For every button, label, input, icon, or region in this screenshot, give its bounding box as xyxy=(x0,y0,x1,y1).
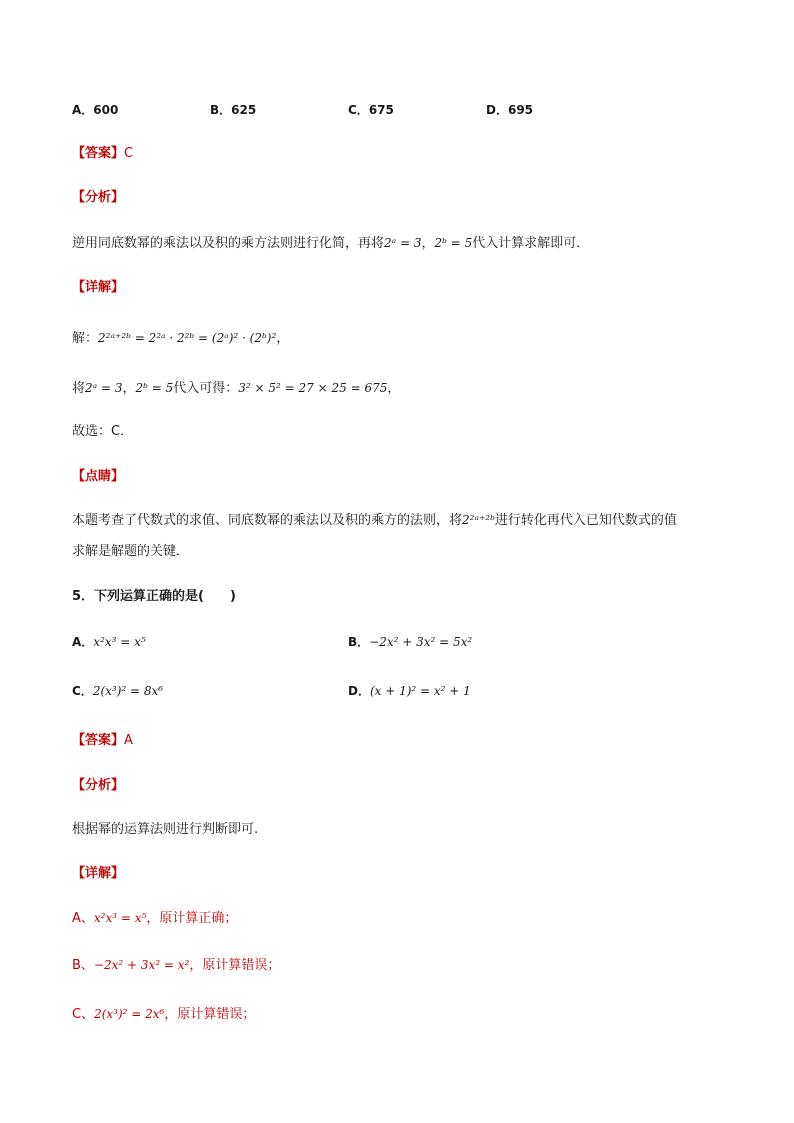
q4-choice: 故选：C． xyxy=(72,424,134,439)
q4-comment-line-1: 本题考查了代数式的求值、同底数幂的乘法以及积的乘方的法则，将2²ᵃ⁺²ᵇ进行转化再代入已知代数式的值 xyxy=(72,513,677,528)
q4-option-d: D．695 xyxy=(486,103,534,117)
q5-detail-label: 【详解】 xyxy=(72,866,125,881)
q4-option-b: B．625 xyxy=(210,103,257,117)
q4-option-c: C．675 xyxy=(348,103,394,117)
q5-answer: 【答案】A xyxy=(72,733,133,748)
q4-comment-line-2: 求解是解题的关键． xyxy=(72,544,190,559)
q5-option-b: B．−2x² + 3x² = 5x² xyxy=(348,635,473,649)
q4-detail-solution: 解：2²ᵃ⁺²ᵇ = 2²ᵃ · 2²ᵇ = (2ᵃ)² · (2ᵇ)²， xyxy=(72,331,290,346)
q5-option-c: C．2(x³)² = 8x⁶ xyxy=(72,684,164,698)
q4-detail-label: 【详解】 xyxy=(72,280,125,295)
q5-title: 5．下列运算正确的是( ) xyxy=(72,589,236,604)
q5-analysis-text: 根据幂的运算法则进行判断即可. xyxy=(72,822,259,837)
q5-analysis-label: 【分析】 xyxy=(72,778,125,793)
q4-substitution: 将2ᵃ = 3，2ᵇ = 5代入可得：3² × 5² = 27 × 25 = 675， xyxy=(72,381,401,396)
q5-detail-c: C、2(x³)² = 2x⁶，原计算错误； xyxy=(72,1007,256,1022)
q5-option-a: A．x²x³ = x⁵ xyxy=(72,635,146,649)
q5-option-d: D．(x + 1)² = x² + 1 xyxy=(348,684,471,698)
q5-detail-a: A、x²x³ = x⁵，原计算正确； xyxy=(72,911,238,926)
q4-comment-label: 【点睛】 xyxy=(72,469,125,484)
q4-option-a: A．600 xyxy=(72,103,119,117)
q4-answer: 【答案】C xyxy=(72,146,134,161)
q5-detail-b: B、−2x² + 3x² = x²，原计算错误； xyxy=(72,958,281,973)
q4-analysis-label: 【分析】 xyxy=(72,190,125,205)
q4-analysis-text: 逆用同底数幂的乘法以及积的乘方法则进行化简，再将2ᵃ = 3，2ᵇ = 5代入计算求解即可． xyxy=(72,236,590,251)
